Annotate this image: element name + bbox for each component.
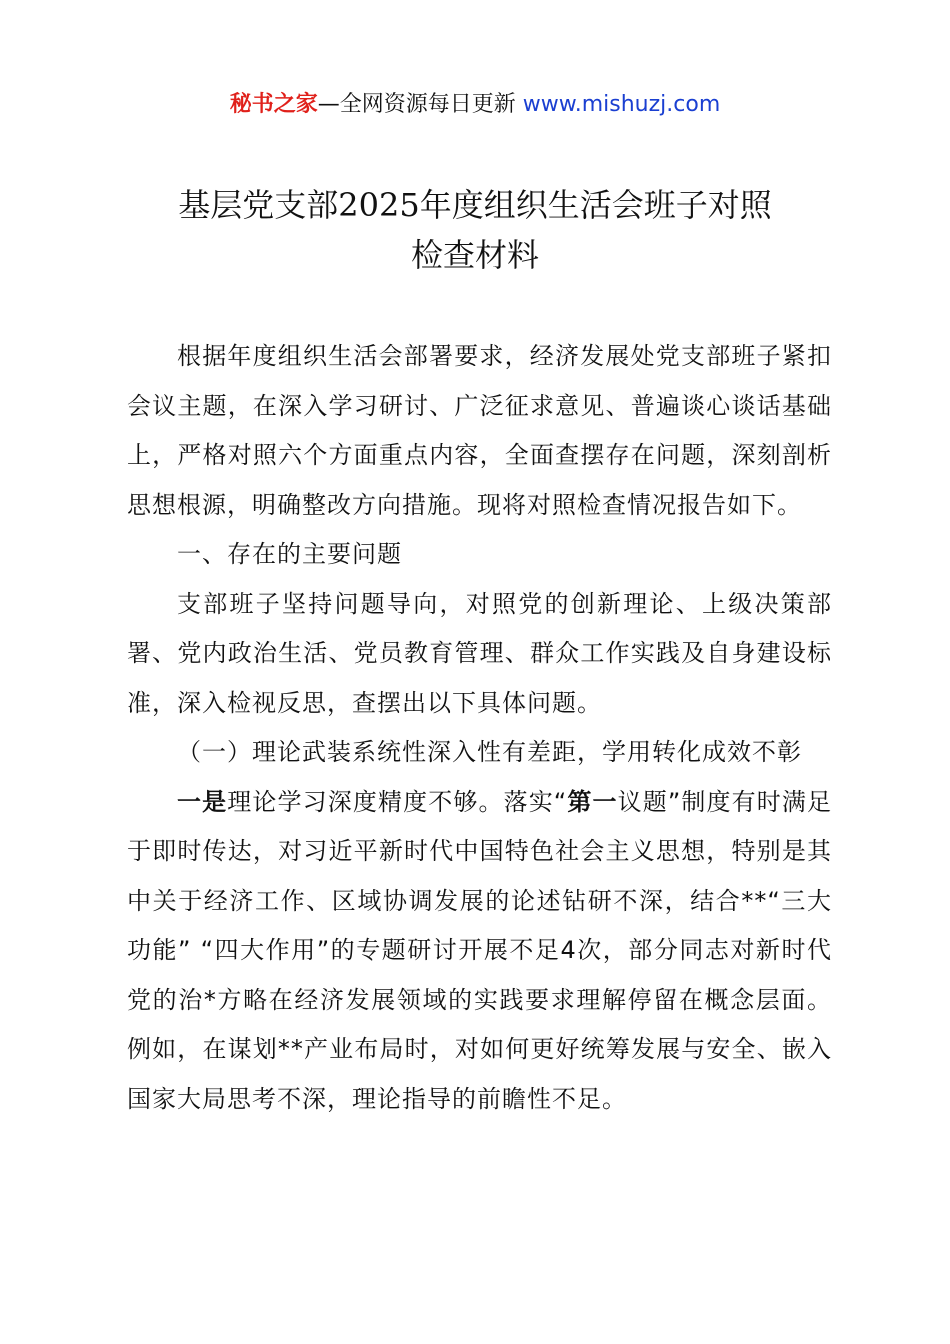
point-1-text-b: 议题”制度有时满足于即时传达，对习近平新时代中国特色社会主义思想，特别是其中关于经济工作、区域协调发展的论述钻研不深，结合**“三大功能” “四大作用”的专题研讨开展不足4次，部分同志对新时代党的治*方略在经济发展领域的实践要求理解停留在概念层面。例如，在谋划**产业布局时，对如何更好统筹发展与安全、嵌入国家大局思考不深，理论指导的前瞻性不足。 [127, 787, 833, 1113]
site-tagline: —全网资源每日更新 [317, 92, 523, 117]
point-1-lead: 一是 [177, 787, 228, 816]
point-1-text-a: 理论学习深度精度不够。落实“ [227, 787, 568, 816]
site-header [0, 88, 950, 122]
subsection-heading-1: （一）理论武装系统性深入性有差距，学用转化成效不彰 [177, 738, 802, 766]
document-body [127, 332, 832, 1124]
title-line-1: 基层党支部2025年度组织生活会班子对照 [178, 186, 772, 224]
site-name: 秘书之家 [229, 92, 318, 117]
document-title [80, 180, 870, 280]
point-1-emphasis: 第一 [567, 787, 618, 816]
section-heading-1: 一、存在的主要问题 [177, 540, 402, 568]
section-1-intro-paragraph: 支部班子坚持问题导向，对照党的创新理论、上级决策部署、党内政治生活、党员教育管理、群众工作实践及自身建设标准，深入检视反思，查摆出以下具体问题。 [127, 589, 832, 717]
intro-paragraph: 根据年度组织生活会部署要求，经济发展处党支部班子紧扣会议主题，在深入学习研讨、广泛征求意见、普遍谈心谈话基础上，严格对照六个方面重点内容，全面查摆存在问题，深刻剖析思想根源，明确整改方向措施。现将对照检查情况报告如下。 [127, 342, 832, 519]
site-url-link[interactable]: www.mishuzj.com [522, 92, 721, 117]
title-line-2: 检查材料 [410, 236, 539, 274]
point-1-paragraph [127, 778, 832, 1125]
